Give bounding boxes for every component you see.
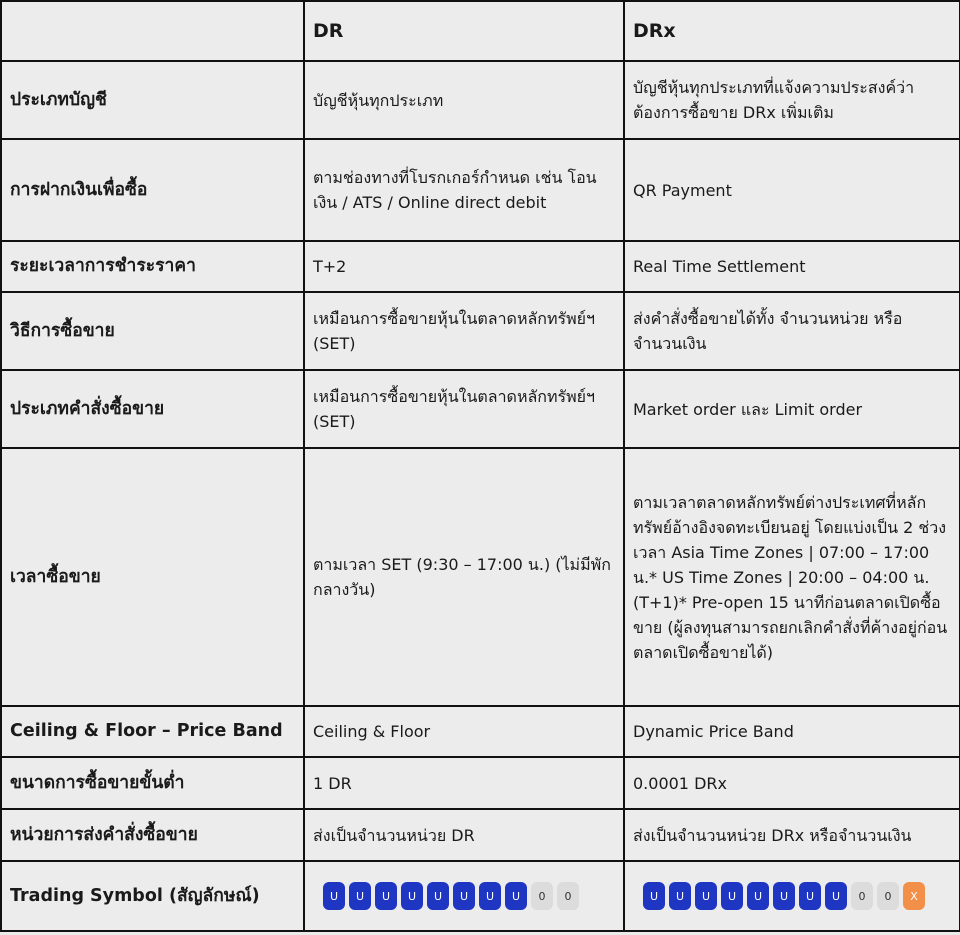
symbol-chip: U [427,882,449,910]
drx-cell: 0.0001 DRx [624,757,960,809]
drx-symbol-cell [624,861,960,931]
symbol-chip: U [453,882,475,910]
drx-cell: บัญชีหุ้นทุกประเภทที่แจ้งความประสงค์ว่าต้องการซื้อขาย DRx เพิ่มเติม [624,61,960,139]
dr-symbol-cell [304,861,624,931]
dr-cell: เหมือนการซื้อขายหุ้นในตลาดหลักทรัพย์ฯ (SET) [304,292,624,370]
drx-cell: ส่งเป็นจำนวนหน่วย DRx หรือจำนวนเงิน [624,809,960,861]
header-dr: DR [304,1,624,61]
table-row [1,448,960,706]
drx-cell: ตามเวลาตลาดหลักทรัพย์ต่างประเทศที่หลักทรัพย์อ้างอิงจดทะเบียนอยู่ โดยแบ่งเป็น 2 ช่วงเวลา Asia Time Zones | 07:00 – 17:00 น.* US Time Zones | 20:00 – 04:00 น. (T+1)* Pre-open 15 นาทีก่อนตลาดเปิดซื้อขาย (ผู้ลงทุนสามารถยกเลิกคำสั่งที่ค้างอยู่ก่อนตลาดเปิดซื้อขายได้) [624,448,960,706]
symbol-row [1,861,960,931]
symbol-chip: 0 [531,882,553,910]
symbol-chip: U [349,882,371,910]
dr-cell: บัญชีหุ้นทุกประเภท [304,61,624,139]
symbol-chip: U [401,882,423,910]
table-row [1,757,960,809]
table-row [1,61,960,139]
symbol-chip: 0 [851,882,873,910]
symbol-chip: U [695,882,717,910]
symbol-chip: X [903,882,925,910]
dr-symbol-chips [313,882,615,910]
row-label: Ceiling & Floor – Price Band [1,706,304,757]
header-empty [1,1,304,61]
header-drx: DRx [624,1,960,61]
header-row [1,1,960,61]
dr-cell: เหมือนการซื้อขายหุ้นในตลาดหลักทรัพย์ฯ (SET) [304,370,624,448]
drx-cell: ส่งคำสั่งซื้อขายได้ทั้ง จำนวนหน่วย หรือ จำนวนเงิน [624,292,960,370]
drx-cell: Dynamic Price Band [624,706,960,757]
symbol-chip: U [747,882,769,910]
symbol-chip: U [721,882,743,910]
symbol-chip: U [799,882,821,910]
row-label: ประเภทบัญชี [1,61,304,139]
symbol-chip: U [825,882,847,910]
row-label: ขนาดการซื้อขายขั้นต่ำ [1,757,304,809]
row-label: วิธีการซื้อขาย [1,292,304,370]
dr-cell: ส่งเป็นจำนวนหน่วย DR [304,809,624,861]
symbol-chip: U [323,882,345,910]
symbol-chip: 0 [557,882,579,910]
symbol-chip: U [669,882,691,910]
table-row [1,706,960,757]
dr-cell: ตามช่องทางที่โบรกเกอร์กำหนด เช่น โอนเงิน / ATS / Online direct debit [304,139,624,241]
table-row [1,292,960,370]
row-label: เวลาซื้อขาย [1,448,304,706]
dr-cell: 1 DR [304,757,624,809]
row-label: การฝากเงินเพื่อซื้อ [1,139,304,241]
symbol-chip: U [505,882,527,910]
drx-symbol-chips [633,882,951,910]
symbol-chip: U [479,882,501,910]
dr-cell: ตามเวลา SET (9:30 – 17:00 น.) (ไม่มีพักกลางวัน) [304,448,624,706]
row-label: Trading Symbol (สัญลักษณ์) [1,861,304,931]
symbol-chip: U [773,882,795,910]
table-row [1,809,960,861]
drx-cell: QR Payment [624,139,960,241]
drx-cell: Real Time Settlement [624,241,960,292]
drx-cell: Market order และ Limit order [624,370,960,448]
symbol-chip: U [643,882,665,910]
table-row [1,139,960,241]
dr-cell: Ceiling & Floor [304,706,624,757]
row-label: ระยะเวลาการชำระราคา [1,241,304,292]
dr-cell: T+2 [304,241,624,292]
row-label: ประเภทคำสั่งซื้อขาย [1,370,304,448]
symbol-chip: 0 [877,882,899,910]
symbol-chip: U [375,882,397,910]
table-row [1,370,960,448]
table-row [1,241,960,292]
row-label: หน่วยการส่งคำสั่งซื้อขาย [1,809,304,861]
